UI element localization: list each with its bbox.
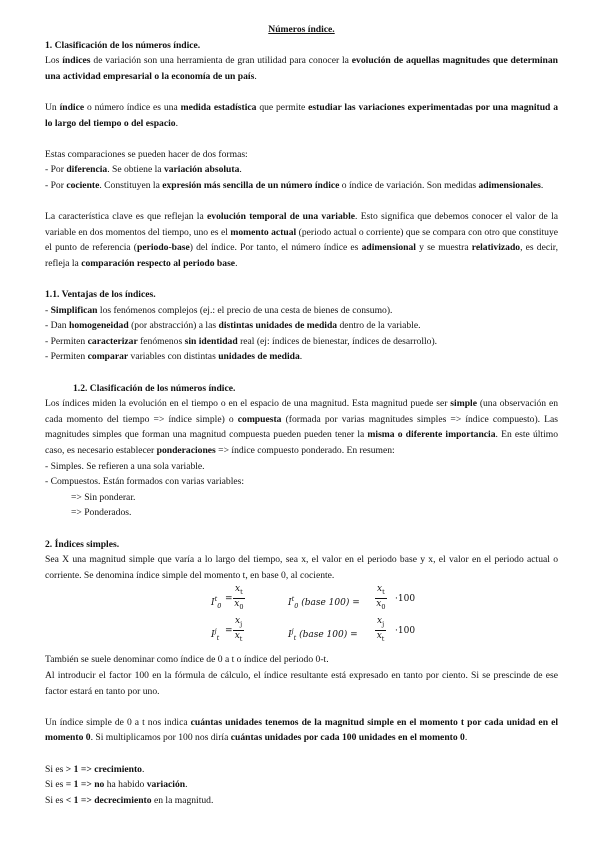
- index-formula: [45, 584, 558, 650]
- section-1-2-heading: 1.2. Clasificación de los números índice.: [73, 382, 236, 394]
- list-item: - Simplifican los fenómenos complejos (ej.: el precio de una cesta de bienes de consumo).: [45, 304, 393, 316]
- section-2-heading: 2. Índices simples.: [45, 538, 120, 550]
- formula-index-symbol: $I^j_t$: [211, 627, 220, 643]
- formula-index-symbol: $I^t_0$: [211, 595, 222, 611]
- formula-fraction: $\frac{x_t}{x_0}$: [234, 584, 244, 611]
- formula-equals: =: [225, 594, 233, 605]
- list-item: - Simples. Se refieren a una sola variable.: [45, 460, 205, 472]
- section-1-heading: 1. Clasificación de los números índice.: [45, 39, 201, 51]
- list-item: - Por cociente. Constituyen la expresión más sencilla de un número índice o índice de variación. Son medidas adimensionales.: [45, 179, 544, 191]
- list-item: Si es = 1 => no ha habido variación.: [45, 779, 188, 791]
- paragraph: Estas comparaciones se pueden hacer de dos formas:: [45, 148, 248, 160]
- paragraph: Los índices de variación son una herramienta de gran utilidad para conocer la evolución de aquellas magnitudes que determinan una actividad empresarial o la economía de un país.: [45, 55, 558, 82]
- list-item: - Permiten comparar variables con distintas unidades de medida.: [45, 351, 303, 363]
- paragraph: La característica clave es que reflejan la evolución temporal de una variable. Esto significa que debemos conocer el valor de la variable en dos momentos del tiempo, uno es el momento actual (periodo actual o corriente) que se compara con otro que constituye el punto de referencia (periodo-base) del índice. Por tanto, el número índice es adimensional y se muestra relativizado, es decir, refleja la comparación respecto al periodo base.: [45, 211, 559, 269]
- page-title: Números índice.: [268, 24, 335, 35]
- list-item: => Ponderados.: [71, 507, 132, 519]
- list-item: - Permiten caracterizar fenómenos sin identidad real (ej: índices de bienestar, índices de desarrollo).: [45, 335, 438, 347]
- formula-times100: ·100: [395, 626, 416, 637]
- formula-fraction: $\frac{x_j}{x_t}$: [376, 616, 385, 643]
- paragraph: Sea X una magnitud simple que varía a lo largo del tiempo, sea x, el valor en el periodo base y x, el valor en el periodo actual o corriente. Se denomina índice simple del momento t, en base 0, al cociente.: [45, 554, 558, 581]
- formula-index-base100: $I^j_t$ (base 100) =: [288, 627, 358, 643]
- formula-fraction: $\frac{x_t}{x_0}$: [376, 584, 386, 611]
- list-item: - Compuestos. Están formados con varias variables:: [45, 476, 245, 488]
- formula-fraction: $\frac{x_j}{x_t}$: [234, 616, 243, 643]
- list-item: - Dan homogeneidad (por abstracción) a las distintas unidades de medida dentro de la variable.: [45, 320, 421, 332]
- paragraph: También se suele denominar como índice de 0 a t o índice del periodo 0-t.: [45, 654, 329, 666]
- formula-equals: =: [225, 626, 233, 637]
- list-item: Si es < 1 => decrecimiento en la magnitud.: [45, 794, 214, 806]
- list-item: Si es > 1 => crecimiento.: [45, 763, 145, 775]
- paragraph: Un índice simple de 0 a t nos indica cuántas unidades tenemos de la magnitud simple en el momento t por cada unidad en el momento 0. Si multiplicamos por 100 nos diría cuántas unidades por cada 100 unidades en el momento 0.: [45, 716, 558, 744]
- paragraph: Al introducir el factor 100 en la fórmula de cálculo, el índice resultante está expresado en tanto por ciento. Si se prescinde de ese factor estará en tanto por uno.: [45, 669, 558, 697]
- list-item: - Por diferencia. Se obtiene la variación absoluta.: [45, 164, 242, 176]
- formula-times100: ·100: [395, 594, 416, 605]
- section-1-1-heading: 1.1. Ventajas de los índices.: [45, 289, 156, 301]
- paragraph: Los índices miden la evolución en el tiempo o en el espacio de una magnitud. Esta magnitud puede ser simple (una observación en cada momento del tiempo => índice simple) o compuesta (formada por varias magnitudes simples => índice compuesto). Las magnitudes simples que forman una magnitud compuesta pueden pueden tener la misma o diferente importancia. En este último caso, es necesario establecer ponderaciones => índice compuesto ponderado. En resumen:: [45, 398, 559, 457]
- paragraph: Un índice o número índice es una medida estadística que permite estudiar las variaciones experimentadas por una magnitud a lo largo del tiempo o del espacio.: [45, 101, 559, 129]
- document-page: [45, 22, 558, 808]
- list-item: => Sin ponderar.: [71, 491, 136, 503]
- formula-index-base100: $I^t_0$ (base 100) =: [288, 595, 360, 611]
